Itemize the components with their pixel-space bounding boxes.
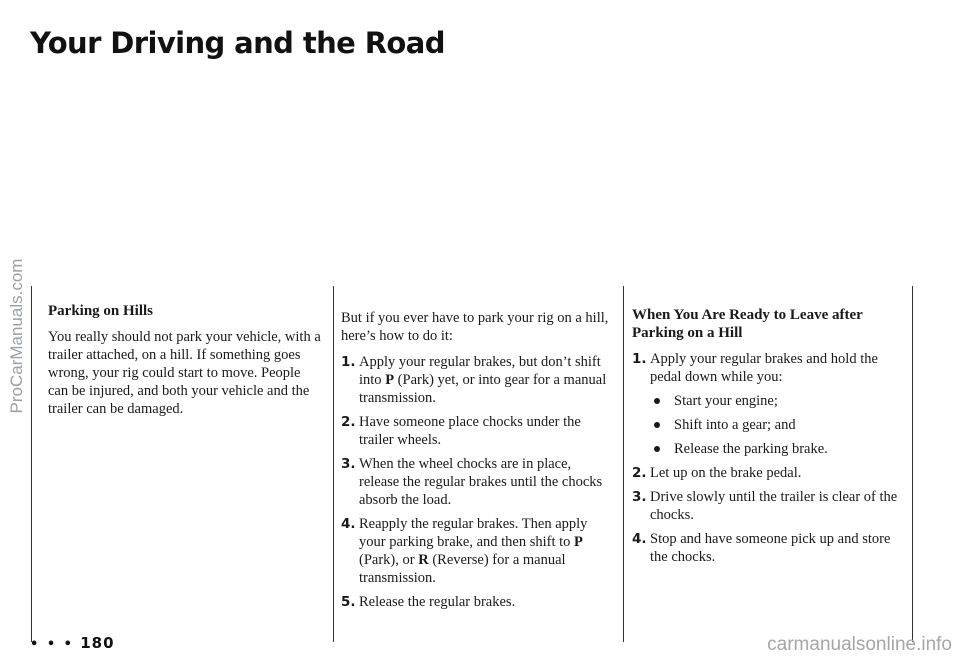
step-text: Drive slowly until the trailer is clear of the chocks.	[650, 489, 898, 523]
section-heading: Parking on Hills	[48, 303, 154, 319]
parking-on-hills-section	[48, 302, 322, 418]
step-text: Let up on the brake pedal.	[650, 465, 802, 481]
bullet-text: Shift into a gear; and	[674, 417, 796, 433]
page-number	[30, 634, 115, 652]
page-title: Your Driving and the Road	[30, 26, 445, 60]
step-number: 3.	[632, 489, 647, 505]
intro-paragraph: But if you ever have to park your rig on a hill, here’s how to do it:	[341, 310, 609, 344]
step-number: 5.	[341, 594, 356, 610]
step-number: 3.	[341, 456, 356, 472]
bullet-item	[650, 416, 900, 434]
list-item	[341, 413, 613, 449]
step-text: Reapply the regular brakes. Then apply your parking brake, and then shift to	[359, 516, 588, 550]
step-number: 2.	[632, 465, 647, 481]
step-number: 2.	[341, 414, 356, 430]
parking-steps-section	[341, 309, 613, 617]
bottom-watermark: carmanualsonline.info	[767, 634, 952, 655]
column-rule-mid-2	[623, 286, 624, 642]
list-item	[632, 488, 900, 524]
step-number: 4.	[341, 516, 356, 532]
step-text: (Park), or	[359, 552, 419, 568]
list-item	[341, 593, 613, 611]
leaving-steps-list	[632, 350, 900, 566]
bullet-text: Release the parking brake.	[674, 441, 828, 457]
parking-steps-list	[341, 353, 613, 611]
list-item	[341, 353, 613, 407]
side-watermark: ProCarManuals.com	[7, 258, 26, 414]
paragraph: You really should not park your vehicle, with a trailer attached, on a hill. If something goes wrong, your rig could start to move. People can be injured, and both your vehicle and the trailer can be damaged.	[48, 329, 321, 417]
leaving-hill-section	[632, 306, 900, 572]
step-text: (Reverse) for a manual transmission.	[359, 552, 566, 586]
gear-letter: P	[574, 534, 583, 550]
list-item	[341, 515, 613, 587]
step-text: Stop and have someone pick up and store the chocks.	[650, 531, 891, 565]
column-rule-right	[912, 286, 913, 642]
bullet-icon	[654, 422, 660, 428]
gear-letter: R	[418, 552, 429, 568]
step-number: 1.	[341, 354, 356, 370]
gear-letter: P	[385, 372, 395, 388]
bullet-icon	[654, 398, 660, 404]
list-item	[632, 530, 900, 566]
step-number: 1.	[632, 351, 647, 367]
step-number: 4.	[632, 531, 647, 547]
step-text: Apply your regular brakes, but don’t shift into	[359, 354, 601, 388]
list-item	[632, 464, 900, 482]
bullet-icon	[654, 446, 660, 452]
bullet-text: Start your engine;	[674, 393, 778, 409]
column-rule-mid-1	[333, 286, 334, 642]
section-heading: When You Are Ready to Leave after Parking on a Hill	[632, 307, 863, 341]
step-text: When the wheel chocks are in place, release the regular brakes until the chocks absorb the load.	[359, 456, 603, 508]
column-rule-left	[31, 286, 32, 642]
page-number-dots: • • •	[30, 637, 74, 652]
step-text: Have someone place chocks under the trailer wheels.	[359, 414, 581, 448]
bullet-item	[650, 392, 900, 410]
step-text: (Park) yet, or into gear for a manual transmission.	[359, 372, 607, 406]
step-text: Release the regular brakes.	[359, 594, 516, 610]
bullet-list	[650, 392, 900, 458]
list-item	[341, 455, 613, 509]
bullet-item	[650, 440, 900, 458]
list-item	[632, 350, 900, 458]
page-number-value: 180	[80, 634, 115, 652]
step-text: Apply your regular brakes and hold the pedal down while you:	[650, 351, 878, 385]
